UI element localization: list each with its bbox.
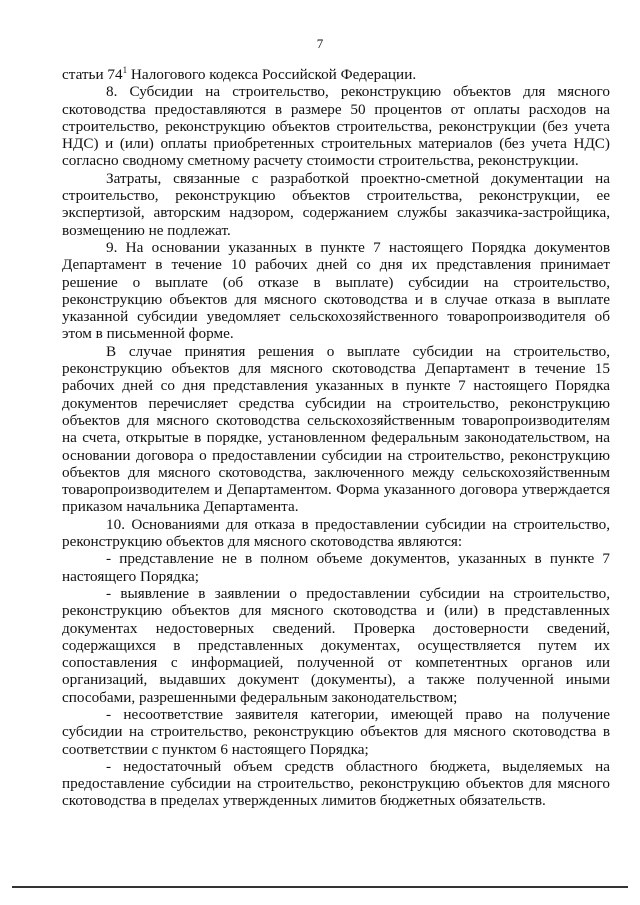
paragraph-costs: Затраты, связанные с разработкой проектно-сметной документации на строительство, реконструкцию объектов строительства, реконструкции, ее экспертизой, авторским надзором, содержанием службы заказчика-застройщика, возмещению не подлежат.: [62, 169, 610, 239]
paragraph-payment-decision: В случае принятия решения о выплате субсидии на строительство, реконструкцию объектов для мясного скотоводства Департамент в течение 15 рабочих дней со дня представления указанных в пункте 7 настоящего Порядка документов перечисляет средства субсидии на строительство, реконструкцию объектов для мясного скотоводства сельскохозяйственным товаропроизводителям на счета, открытые в порядке, установленном федеральным законодательством, на основании договора о предоставлении субсидии на строительство, реконструкцию объектов для мясного скотоводства, заключенного между сельскохозяйственным товаропроизводителем и Департаментом. Форма указанного договора утверждается приказом начальника Департамента.: [62, 342, 610, 516]
continuation-line: [62, 66, 610, 83]
list-item-category-mismatch: - несоответствие заявителя категории, имеющей право на получение субсидии на строительство, реконструкцию объектов для мясного скотоводства в соответствии с пунктом 6 настоящего Порядка;: [62, 705, 610, 758]
document-body: [62, 66, 610, 810]
page-number: 7: [316, 36, 324, 51]
paragraph-9: 9. На основании указанных в пункте 7 настоящего Порядка документов Департамент в течение 10 рабочих дней со дня их представления принимает решение о выплате (об отказе в выплате) субсидии на строительство, реконструкцию объектов для мясного скотоводства и в случае отказа в выплате указанной субсидии уведомляет сельскохозяйственного товаропроизводителя об этом в письменной форме.: [62, 238, 610, 343]
list-item-false-info: - выявление в заявлении о предоставлении субсидии на строительство, реконструкцию объектов для мясного скотоводства и (или) в представленных документах недостоверных сведений. Проверка достоверности сведений, содержащихся в представленных документах, осуществляется путем их сопоставления с информацией, полученной от компетентных органов или организаций, выдавших документ (документы), а также полученной иными способами, разрешенными федеральным законодательством;: [62, 584, 610, 706]
article-superscript: 1: [122, 65, 128, 75]
continuation-text: статьи 74: [62, 66, 123, 83]
paragraph-8: 8. Субсидии на строительство, реконструкцию объектов для мясного скотоводства предоставляются в размере 50 процентов от оплаты расходов на строительство, реконструкцию объектов строительства, реконструкции (без учета НДС) и (или) оплаты приобретенных строительных материалов (без учета НДС) согласно сводному сметному расчету стоимости строительства, реконструкции.: [62, 83, 610, 170]
paragraph-10: 10. Основаниями для отказа в предоставлении субсидии на строительство, реконструкцию объектов для мясного скотоводства являются:: [62, 515, 610, 551]
page-bottom-rule: [12, 886, 628, 888]
continuation-text-end: Налогового кодекса Российской Федерации.: [127, 66, 417, 83]
list-item-incomplete-docs: - представление не в полном объеме документов, указанных в пункте 7 настоящего Порядка;: [62, 550, 610, 585]
list-item-insufficient-budget: - недостаточный объем средств областного бюджета, выделяемых на предоставление субсидии на строительство, реконструкцию объектов для мясного скотоводства в пределах утвержденных лимитов бюджетных обязательств.: [62, 757, 610, 810]
